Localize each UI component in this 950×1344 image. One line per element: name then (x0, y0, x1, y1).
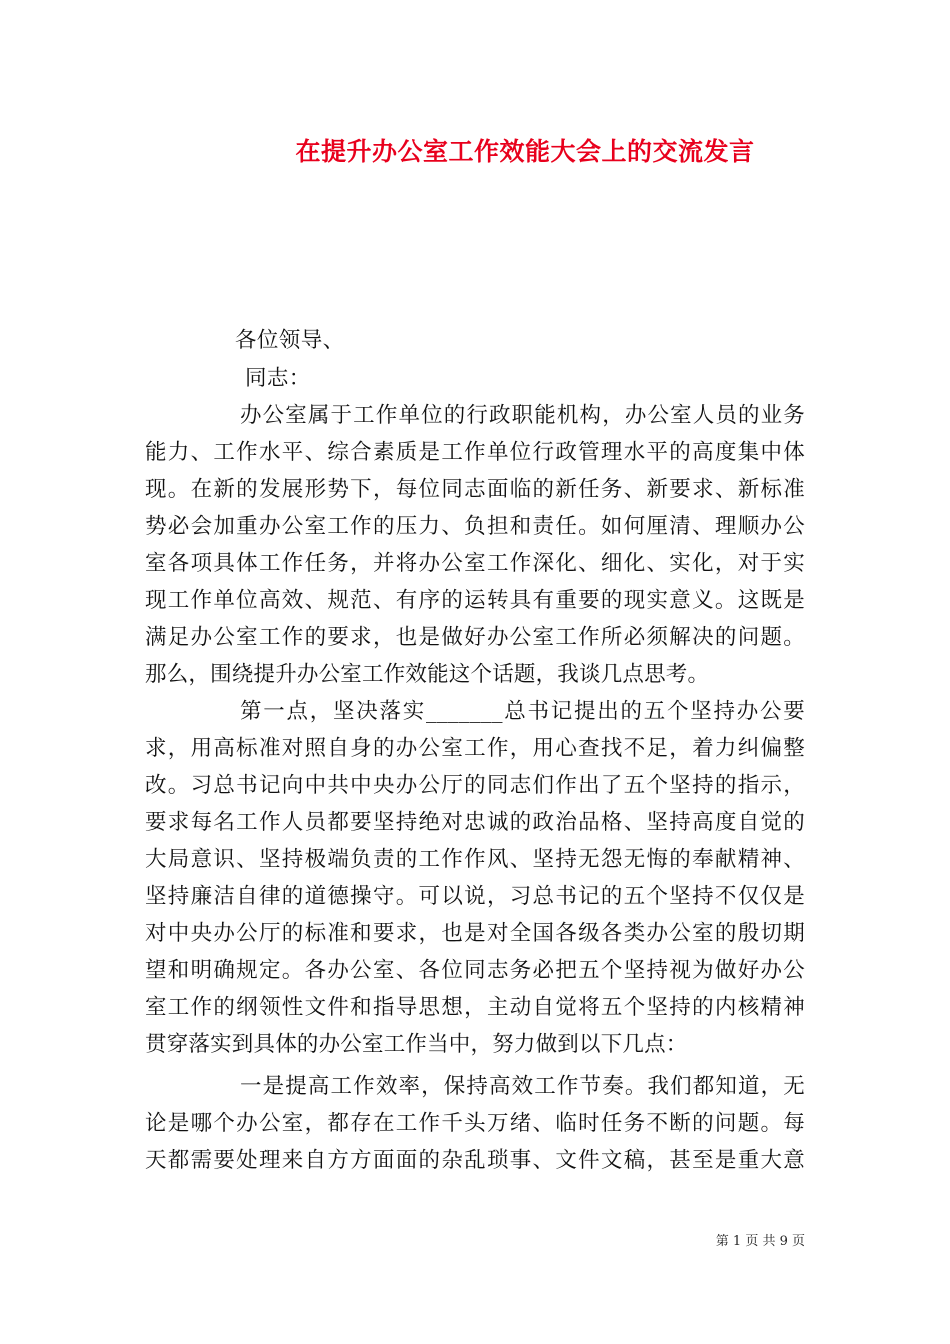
greeting-comrades: 同志： (245, 366, 311, 391)
paragraph-line: 办公室属于工作单位的行政职能机构，办公室人员的业务 (240, 403, 805, 428)
paragraph-line: 室各项具体工作任务，并将办公室工作深化、细化、实化，对于实 (145, 551, 805, 576)
paragraph-line: 坚持廉洁自律的道德操守。可以说，习总书记的五个坚持不仅仅是 (145, 884, 805, 909)
paragraph-efficiency (145, 1068, 805, 1179)
paragraph-line: 室工作的纲领性文件和指导思想，主动自觉将五个坚持的内核精神 (145, 995, 805, 1020)
paragraph-line: 第一点，坚决落实_______总书记提出的五个坚持办公要 (240, 699, 805, 724)
paragraph-first-point (145, 693, 805, 1063)
greeting-leaders: 各位领导、 (235, 328, 345, 353)
paragraph-line: 现。在新的发展形势下，每位同志面临的新任务、新要求、新标准 (145, 477, 805, 502)
paragraph-line: 满足办公室工作的要求，也是做好办公室工作所必须解决的问题。 (145, 625, 805, 650)
paragraph-line: 那么，围绕提升办公室工作效能这个话题，我谈几点思考。 (145, 662, 710, 687)
paragraph-line: 对中央办公厅的标准和要求，也是对全国各级各类办公室的殷切期 (145, 921, 805, 946)
paragraph-line: 要求每名工作人员都要坚持绝对忠诚的政治品格、坚持高度自觉的 (145, 810, 805, 835)
paragraph-line: 能力、工作水平、综合素质是工作单位行政管理水平的高度集中体 (145, 440, 805, 465)
paragraph-line: 求，用高标准对照自身的办公室工作，用心查找不足，着力纠偏整 (145, 736, 805, 761)
paragraph-line: 一是提高工作效率，保持高效工作节奏。我们都知道，无 (240, 1074, 805, 1099)
paragraph-line: 贯穿落实到具体的办公室工作当中，努力做到以下几点： (145, 1032, 688, 1057)
paragraph-line: 现工作单位高效、规范、有序的运转具有重要的现实意义。这既是 (145, 588, 805, 613)
paragraph-line: 论是哪个办公室，都存在工作千头万绪、临时任务不断的问题。每 (145, 1111, 805, 1136)
paragraph-line: 望和明确规定。各办公室、各位同志务必把五个坚持视为做好办公 (145, 958, 805, 983)
paragraph-intro (145, 397, 805, 693)
page-number-footer: 第 1 页 共 9 页 (715, 1234, 805, 1249)
paragraph-line: 改。习总书记向中共中央办公厅的同志们作出了五个坚持的指示， (145, 773, 805, 798)
document-title: 在提升办公室工作效能大会上的交流发言 (295, 137, 755, 166)
paragraph-line: 天都需要处理来自方方面面的杂乱琐事、文件文稿，甚至是重大意 (145, 1148, 805, 1173)
paragraph-line: 大局意识、坚持极端负责的工作作风、坚持无怨无悔的奉献精神、 (145, 847, 805, 872)
paragraph-line: 势必会加重办公室工作的压力、负担和责任。如何厘清、理顺办公 (145, 514, 805, 539)
